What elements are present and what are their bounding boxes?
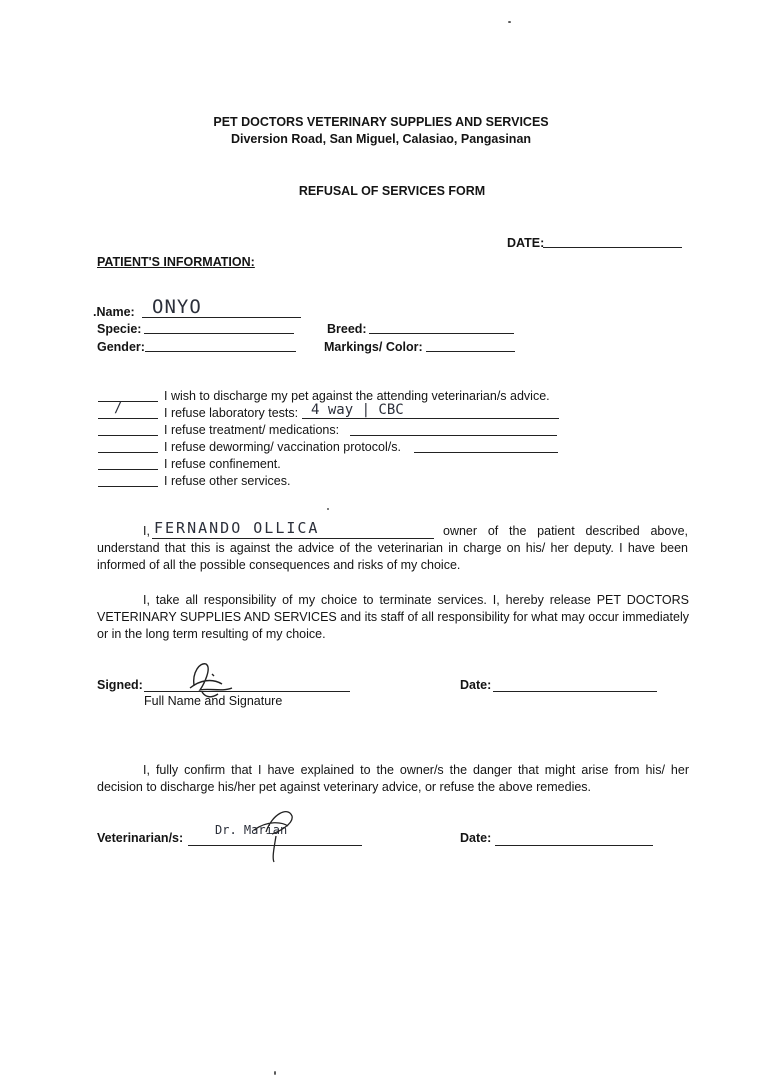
vet-date-field[interactable] <box>495 845 653 846</box>
specie-field[interactable] <box>144 333 294 334</box>
company-name: PET DOCTORS VETERINARY SUPPLIES AND SERVICES <box>213 115 549 129</box>
gender-label: Gender: <box>97 340 145 354</box>
lab-tests-field[interactable] <box>302 418 559 419</box>
scan-speck <box>274 1071 276 1075</box>
date-label: DATE: <box>507 236 545 250</box>
scan-speck <box>508 21 511 23</box>
markings-field[interactable] <box>426 351 515 352</box>
lab-tests-handwritten: 4 way | CBC <box>311 402 404 418</box>
option-text: I refuse treatment/ medications: <box>164 423 340 437</box>
vet-date-label: Date: <box>460 831 492 845</box>
option-checkmark: / <box>114 400 123 416</box>
option-blank[interactable] <box>98 469 158 470</box>
veterinarian-signature <box>248 804 318 866</box>
owner-statement-line1: owner of the patient described above, <box>443 524 688 538</box>
gender-field[interactable] <box>145 351 296 352</box>
owner-statement-line2: understand that this is against the advice of the veterinarian in charge on his/ her deputy. I have been <box>97 541 688 555</box>
breed-label: Breed: <box>327 322 367 336</box>
option-blank[interactable] <box>98 401 158 402</box>
owner-name-handwritten: FERNANDO OLLICA <box>154 519 320 537</box>
owner-statement-line3: informed of all the possible consequences and risks of my choice. <box>97 558 461 572</box>
owner-name-field[interactable] <box>152 538 434 539</box>
deworming-field[interactable] <box>414 452 558 453</box>
option-blank[interactable] <box>98 418 158 419</box>
treatment-field[interactable] <box>350 435 557 436</box>
veterinarian-handwritten: Dr. Marian <box>215 823 288 837</box>
veterinarian-label: Veterinarian/s: <box>97 831 184 845</box>
name-value: ONYO <box>152 296 202 318</box>
option-text: I refuse confinement. <box>164 457 281 471</box>
option-text: I refuse deworming/ vaccination protocol/s. <box>164 440 401 454</box>
owner-signature-field[interactable] <box>144 691 350 692</box>
signed-label: Signed: <box>97 678 143 692</box>
specie-label: Specie: <box>97 322 142 336</box>
owner-date-field[interactable] <box>493 691 657 692</box>
markings-label: Markings/ Color: <box>324 340 423 354</box>
option-text: I refuse laboratory tests: <box>164 406 299 420</box>
option-text: I refuse other services. <box>164 474 291 488</box>
owner-statement-prefix: I, <box>143 524 150 538</box>
option-blank[interactable] <box>98 452 158 453</box>
form-title: REFUSAL OF SERVICES FORM <box>298 184 486 198</box>
breed-field[interactable] <box>369 333 514 334</box>
responsibility-statement: I, take all responsibility of my choice to terminate services. I, hereby release PET DOCTORS VETERINARY SUPPLIES AND SERVICES and its staff of all responsibility for what may occur immediately or in the long term resulting of my choice. <box>97 593 689 641</box>
option-text: I wish to discharge my pet against the attending veterinarian/s advice. <box>164 389 550 403</box>
name-label: .Name: <box>93 305 135 319</box>
option-blank[interactable] <box>98 486 158 487</box>
option-blank[interactable] <box>98 435 158 436</box>
scan-speck <box>327 508 329 510</box>
owner-date-label: Date: <box>460 678 492 692</box>
patient-info-heading: PATIENT'S INFORMATION: <box>97 255 255 269</box>
company-address: Diversion Road, San Miguel, Calasiao, Pangasinan <box>230 132 532 146</box>
signature-caption: Full Name and Signature <box>144 694 283 708</box>
vet-statement: I, fully confirm that I have explained to the owner/s the danger that might arise from his/ her decision to discharge his/her pet against veterinary advice, or refuse the above remedies. <box>97 763 689 794</box>
date-field[interactable] <box>543 247 682 248</box>
